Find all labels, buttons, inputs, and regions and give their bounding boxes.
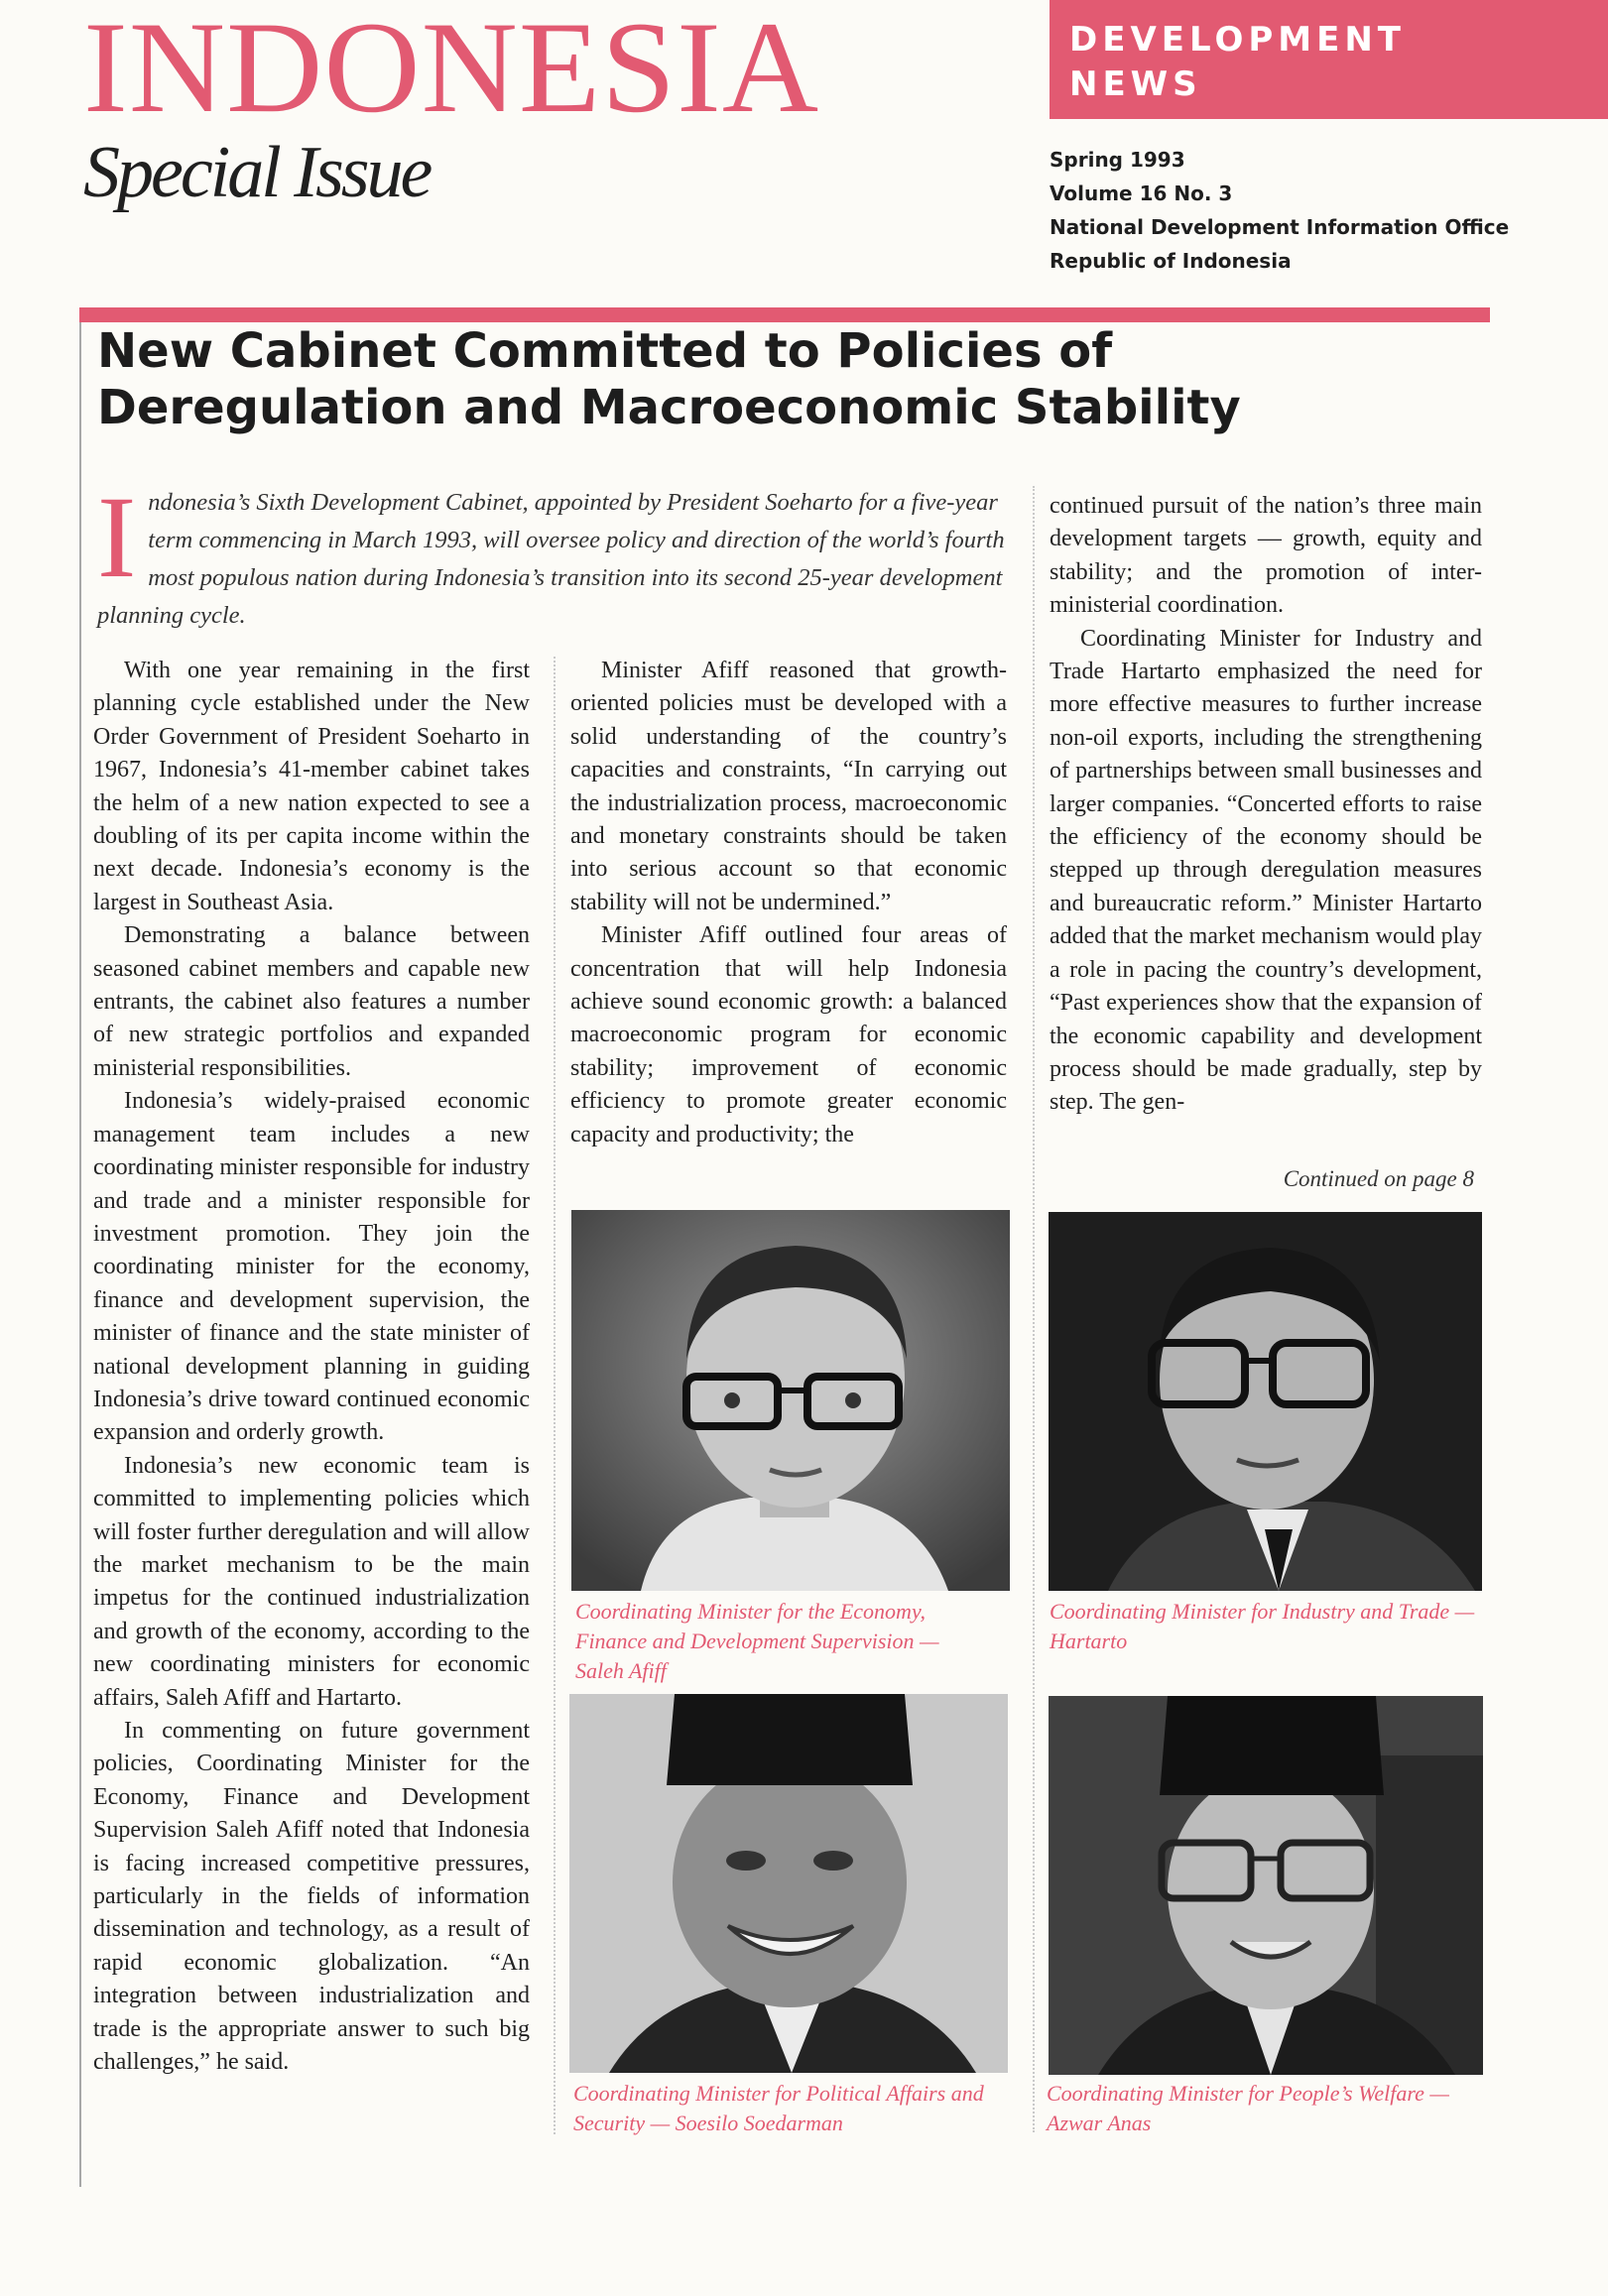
portrait-image bbox=[1049, 1212, 1482, 1591]
photo-hartarto bbox=[1049, 1212, 1482, 1591]
paragraph: With one year remaining in the first planning cycle established under the New Order Government of President Soeharto in 1967, Indonesia’s 41-member cabinet takes the helm of a new nation expected to see a doubling of its per capita income within the next decade. Indonesia’s economy is the largest in Southeast Asia. bbox=[93, 658, 530, 915]
headline-line-2: Deregulation and Macroeconomic Stability bbox=[97, 380, 1241, 435]
issue-date: Spring 1993 bbox=[1050, 148, 1185, 172]
intro-text: ndonesia’s Sixth Development Cabinet, appointed by President Soeharto for a five-year term commencing in March 1993, will oversee policy and direction of the world’s fourth most populous nation during Indonesia’s transition into its second 25-year development planning cycle. bbox=[97, 489, 1005, 629]
column-divider bbox=[554, 657, 556, 2134]
intro-paragraph bbox=[97, 472, 1016, 635]
headline bbox=[97, 323, 1476, 436]
header-rule bbox=[79, 307, 1490, 322]
paragraph: Indonesia’s widely-praised economic management team includes a new coordinating minister responsible for industry and trade and a minister responsible for investment promotion. They join the coordinating minister for the economy, finance and development supervision, the minister of finance and the state minister of national development planning in guiding Indonesia’s drive toward continued economic expansion and orderly growth. bbox=[93, 1088, 530, 1446]
issue-office: National Development Information Office bbox=[1050, 215, 1510, 239]
paragraph: Minister Afiff reasoned that growth-oriented policies must be developed with a solid understanding of the country’s capacities and constraints, “In carrying out the industrialization process, macroeconomic and monetary constraints should be taken into serious account so that economic stability will not be undermined.” bbox=[570, 658, 1007, 915]
issue-info bbox=[1050, 143, 1509, 278]
issue-country: Republic of Indonesia bbox=[1050, 249, 1292, 273]
paragraph: Minister Afiff outlined four areas of concentration that will help Indonesia achieve sound economic growth: a balanced macroeconomic program for economic stability; improvement of economic efficiency to promote greater economic capacity and productivity; the bbox=[570, 922, 1007, 1148]
portrait-image bbox=[569, 1694, 1008, 2073]
drop-cap: I bbox=[97, 472, 137, 602]
paragraph: Coordinating Minister for Industry and Trade Hartarto emphasized the need for more effective measures to further increase non-oil exports, including the strengthening of partnerships between small businesses and larger companies. “Concerted efforts to raise the efficiency of the economy should be stepped up through deregulation measures and bureaucratic reform.” Minister Hartarto added that the market mechanism would play a role in pacing the country’s development, “Past experiences show that the expansion of the economic capability and development process should be made gradually, step by step. The gen- bbox=[1050, 625, 1482, 1116]
banner-line-2: NEWS bbox=[1069, 64, 1202, 104]
photo-saleh-afiff bbox=[571, 1210, 1010, 1591]
continued-note: Continued on page 8 bbox=[1283, 1166, 1474, 1191]
paragraph: In commenting on future government policies, Coordinating Minister for the Economy, Finance and Development Supervision Saleh Afiff noted that Indonesia is facing increased competitive pressures, particularly in the fields of information dissemination and technology, as a result of rapid economic globalization. “An integration between industrialization and trade is the appropriate answer to such big challenges,” he said. bbox=[93, 1718, 530, 2076]
paragraph: Indonesia’s new economic team is committed to implementing policies which will foster further deregulation and will allow the market mechanism to be the main impetus for the continued industrialization and growth of the economy, according to the new coordinating ministers for economic affairs, Saleh Afiff and Hartarto. bbox=[93, 1452, 530, 1711]
left-rule bbox=[79, 322, 81, 2187]
caption-hartarto: Coordinating Minister for Industry and Trade — Hartarto bbox=[1050, 1599, 1475, 1653]
caption-azwar-anas: Coordinating Minister for People’s Welfare — Azwar Anas bbox=[1047, 2081, 1449, 2135]
caption-saleh-afiff: Coordinating Minister for the Economy, Finance and Development Supervision — Saleh Afiff bbox=[575, 1599, 939, 1683]
headline-line-1: New Cabinet Committed to Policies of bbox=[97, 323, 1113, 379]
paragraph: Demonstrating a balance between seasoned cabinet members and capable new entrants, the cabinet also features a number of new strategic portfolios and expanded ministerial responsibilities. bbox=[93, 922, 530, 1081]
caption-soesilo-soedarman: Coordinating Minister for Political Affairs and Security — Soesilo Soedarman bbox=[573, 2081, 984, 2135]
article-column-2 bbox=[570, 655, 1007, 1151]
issue-volume: Volume 16 No. 3 bbox=[1050, 181, 1233, 205]
banner-line-1: DEVELOPMENT bbox=[1069, 20, 1406, 60]
column-divider bbox=[1033, 486, 1035, 2132]
photo-azwar-anas bbox=[1049, 1696, 1483, 2075]
photo-soesilo-soedarman bbox=[569, 1694, 1008, 2073]
portrait-image bbox=[1049, 1696, 1483, 2075]
article-column-1 bbox=[93, 655, 530, 2079]
banner-text bbox=[1069, 18, 1406, 107]
portrait-image bbox=[571, 1210, 1010, 1591]
paragraph: continued pursuit of the nation’s three main development targets — growth, equity and stability; and the promotion of inter-ministerial coordination. bbox=[1050, 493, 1482, 619]
article-column-3 bbox=[1050, 490, 1482, 1120]
masthead-title: INDONESIA bbox=[83, 0, 820, 140]
masthead-subtitle: Special Issue bbox=[83, 132, 431, 213]
